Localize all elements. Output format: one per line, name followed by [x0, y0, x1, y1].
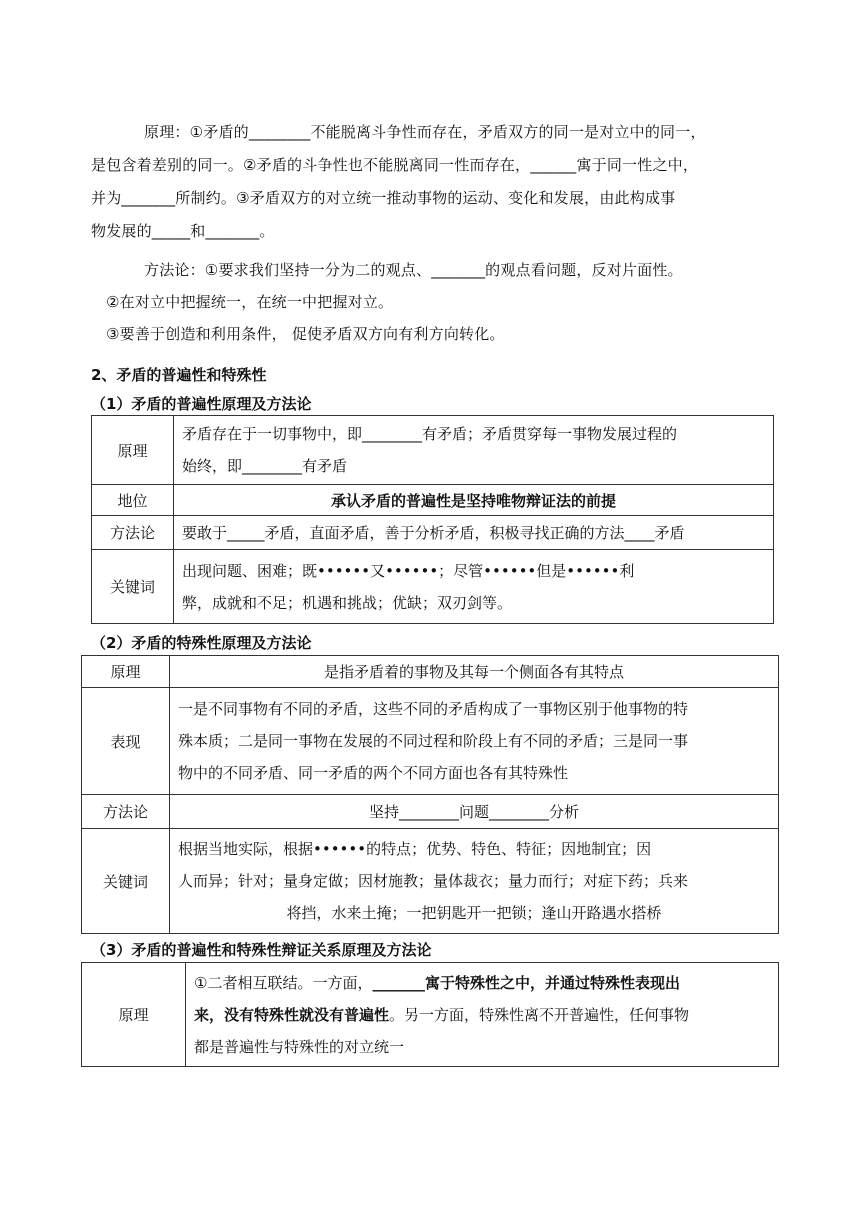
content-line: 人而异；针对；量身定做；因材施教；量体裁衣；量力而行；对症下药；兵来	[178, 872, 689, 890]
row-content	[170, 688, 779, 795]
content-line: 出现问题、困难；既••••••又••••••；尽管••••••但是••••••利	[182, 561, 635, 580]
principle-line-1: 原理：①矛盾的________不能脱离斗争性而存在，矛盾双方的同一是对立中的同一，	[144, 123, 706, 141]
content-line	[194, 967, 770, 999]
content-line: 一是不同事物有不同的矛盾，这些不同的矛盾构成了一事物区别于他事物的特	[178, 700, 689, 718]
table-row	[92, 485, 774, 516]
table-row	[82, 829, 779, 934]
content-text-bold: 来，没有特殊性就没有普遍性	[194, 1005, 390, 1024]
content-line: 始终，即________有矛盾	[182, 457, 348, 475]
content-line: 物中的不同矛盾、同一矛盾的两个不同方面也各有其特殊性	[178, 764, 569, 782]
principle-line-3: 并为_______所制约。③矛盾双方的对立统一推动事物的运动、变化和发展，由此构成事	[91, 189, 676, 207]
content-text: 。另一方面，特殊性离不开普遍性，任何事物	[389, 1005, 690, 1024]
content-line: 根据当地实际，根据••••••的特点；优势、特色、特征；因地制宜；因	[178, 840, 652, 858]
table-row	[82, 795, 779, 829]
method-line-3: ③要善于创造和利用条件， 促使矛盾双方向有利方向转化。	[106, 325, 505, 343]
row-label: 方法论	[92, 516, 174, 550]
table1-title: （1）矛盾的普遍性原理及方法论	[91, 395, 312, 413]
content-text: ①二者相互联结。一方面，	[194, 973, 373, 992]
row-content: 要敢于_____矛盾，直面矛盾，善于分析矛盾，积极寻找正确的方法____矛盾	[174, 516, 774, 550]
table-row	[92, 416, 774, 485]
content-line	[194, 999, 770, 1031]
row-label: 关键词	[92, 550, 174, 624]
row-label: 原理	[82, 963, 186, 1067]
table3-title: （3）矛盾的普遍性和特殊性辩证关系原理及方法论	[91, 941, 432, 959]
row-label: 地位	[92, 485, 174, 516]
principle-line-4: 物发展的_____和_______。	[91, 222, 275, 240]
particularity-table	[81, 655, 779, 934]
row-content	[174, 416, 774, 485]
table2-title: （2）矛盾的特殊性原理及方法论	[91, 634, 312, 652]
row-label: 原理	[92, 416, 174, 485]
method-line-1: 方法论：①要求我们坚持一分为二的观点、_______的观点看问题，反对片面性。	[144, 261, 683, 279]
table-row	[82, 656, 779, 688]
content-line: 将挡，水来土掩；一把钥匙开一把锁；逢山开路遇水搭桥	[286, 904, 662, 922]
row-content	[174, 550, 774, 624]
section-2-heading: 2、矛盾的普遍性和特殊性	[91, 366, 267, 384]
principle-line-2: 是包含着差别的同一。②矛盾的斗争性也不能脱离同一性而存在，______寓于同一性之中，	[91, 156, 699, 174]
content-line: 矛盾存在于一切事物中，即________有矛盾；矛盾贯穿每一事物发展过程的	[182, 425, 678, 443]
row-content	[170, 829, 779, 934]
row-content	[186, 963, 779, 1067]
row-label: 原理	[82, 656, 170, 688]
content-line: 殊本质；二是同一事物在发展的不同过程和阶段上有不同的矛盾；三是同一事	[178, 732, 689, 750]
table-row	[92, 516, 774, 550]
row-content: 坚持________问题________分析	[170, 795, 779, 829]
method-line-2: ②在对立中把握统一，在统一中把握对立。	[106, 293, 394, 311]
content-text-bold: _______寓于特殊性之中，并通过特殊性表现出	[372, 973, 680, 992]
content-line: 弊，成就和不足；机遇和挑战；优缺；双刃剑等。	[182, 593, 513, 612]
table-row	[82, 688, 779, 795]
row-label: 表现	[82, 688, 170, 795]
row-content: 是指矛盾着的事物及其每一个侧面各有其特点	[170, 656, 779, 688]
row-label: 关键词	[82, 829, 170, 934]
row-label: 方法论	[82, 795, 170, 829]
table-row	[92, 550, 774, 624]
content-line: 都是普遍性与特殊性的对立统一	[194, 1037, 405, 1056]
table-row	[82, 963, 779, 1067]
dialectical-relation-table	[81, 962, 779, 1067]
row-content: 承认矛盾的普遍性是坚持唯物辩证法的前提	[174, 485, 774, 516]
universality-table	[91, 415, 774, 624]
